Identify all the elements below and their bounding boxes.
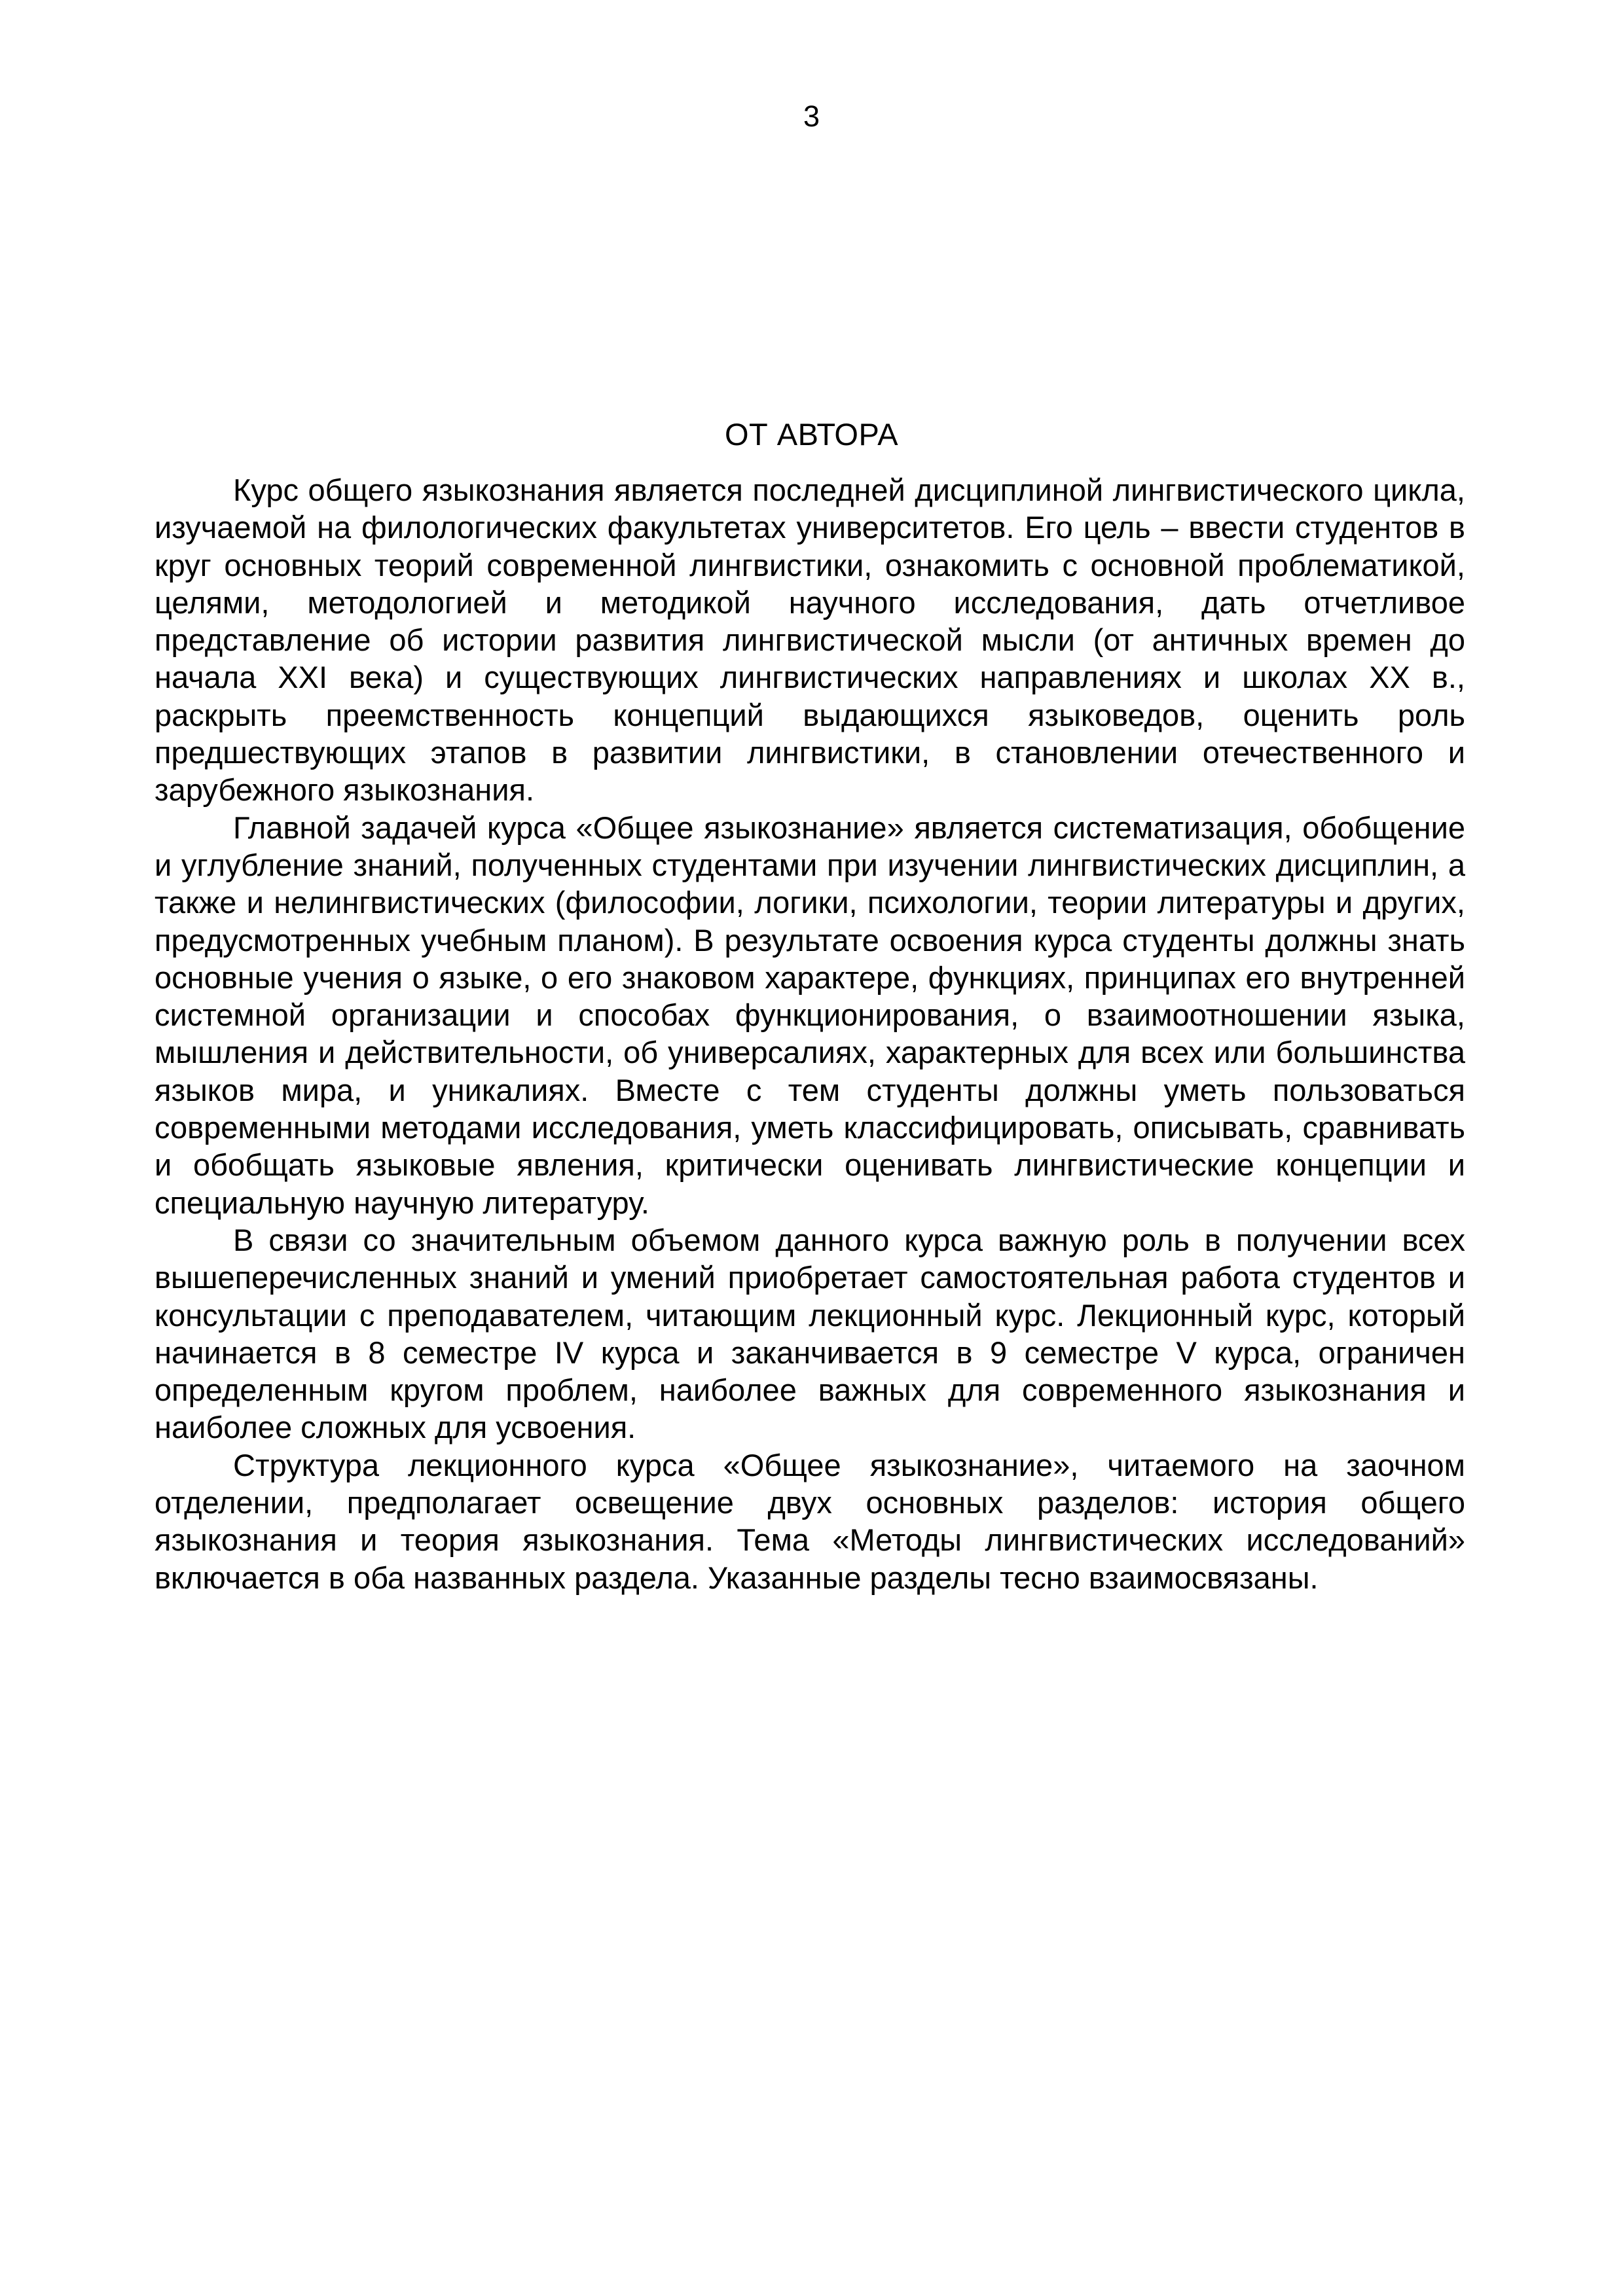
body-text <box>155 471 1465 1596</box>
section-title: ОТ АВТОРА <box>724 417 899 452</box>
paragraph-2: Главной задачей курса «Общее языкознание» является систематизация, обобщение и углубление знаний, полученных студентами при изучении лингвистических дисциплин, а также и нелингвистических (философии, логики, психологии, теории литературы и других, предусмотренных учебным планом). В результате освоения курса студенты должны знать основные учения о языке, о его знаковом характере, функциях, принципах его внутренней системной организации и способах функционирования, о взаимоотношении языка, мышления и действительности, об универсалиях, характерных для всех или большинства языков мира, и уникалиях. Вместе с тем студенты должны уметь пользоваться современными методами исследования, уметь классифицировать, описывать, сравнивать и обобщать языковые явления, критически оценивать лингвистические концепции и специальную научную литературу. <box>155 810 1465 1220</box>
paragraph-1: Курс общего языкознания является последней дисциплиной лингвистического цикла, изучаемой на филологических факультетах университетов. Его цель – ввести студентов в круг основных теорий современной лингвистики, ознакомить с основной проблематикой, целями, методологией и методикой научного исследования, дать отчетливое представление об истории развития лингвистической мысли (от античных времен до начала XXI века) и существующих лингвистических направлениях и школах XX в., раскрыть преемственность концепций выдающихся языковедов, оценить роль предшествующих этапов в развитии лингвистики, в становлении отечественного и зарубежного языкознания. <box>155 473 1465 808</box>
page-number: 3 <box>803 99 820 133</box>
paragraph-4: Структура лекционного курса «Общее языкознание», читаемого на заочном отделении, предполагает освещение двух основных разделов: история общего языкознания и теория языкознания. Тема «Методы лингвистических исследований» включается в оба названных раздела. Указанные разделы тесно взаимосвязаны. <box>155 1447 1465 1595</box>
paragraph-3: В связи со значительным объемом данного курса важную роль в получении всех вышеперечисленных знаний и умений приобретает самостоятельная работа студентов и консультации с преподавателем, читающим лекционный курс. Лекционный курс, который начинается в 8 семестре IV курса и заканчивается в 9 семестре V курса, ограничен определенным кругом проблем, наиболее важных для современного языкознания и наиболее сложных для усвоения. <box>155 1222 1465 1445</box>
